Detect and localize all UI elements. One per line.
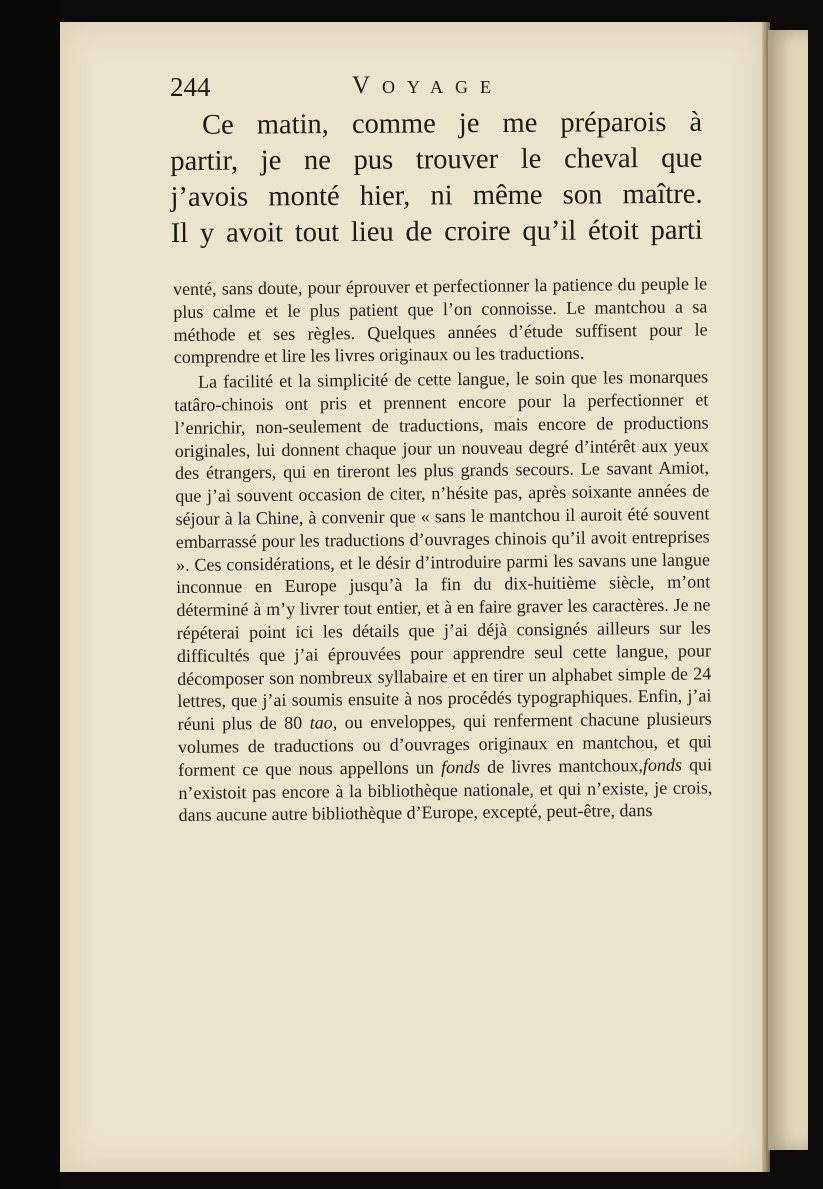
facing-page-edge <box>768 30 808 1150</box>
text-run: qui n’existoit pas encore à la bibliothèque nationale, et qui n’existe, je crois, dans aucune autre bibliothèque d’Europe, excepté, peut-être, dans <box>178 754 713 826</box>
page-number: 244 <box>170 72 211 102</box>
running-head <box>170 66 690 106</box>
italic-term: tao <box>309 712 333 733</box>
text-run: La facilité et la simplicité de cette langue, le soin que les monarques tatâro-chinois ont pris et prennent encore pour la perfectionner et l’enrichir, non-seulement de traductions, mais encore de productions originales, lui donnent chaque jour un nouveau degré d’intérêt aux yeux des étrangers, qui en tireront les plus grands secours. Le savant Amiot, que j’ai souvent occasion de citer, n’hésite pas, après soixante années de séjour à la Chine, à convenir que « sans le mantchou il auroit été souvent embarrassé pour les traductions d’ouvrages chinois qu’il avoit entreprises ». Ces considérations, et le désir d’introduire parmi les savans une langue inconnue en Europe jusqu’à la fin du dix-huitième siècle, m’ont déterminé à m’y livrer tout entier, et à en faire graver les caractères. Je ne répéterai point ici les détails que j’ai déjà consignés ailleurs sur les difficultés que j’ai éprouvées pour apprendre seul cette langue, pour décomposer son nombreux syllabaire et en tirer un alphabet simple de 24 lettres, que j’ai soumis ensuite à nos procédés typographiques. Enfin, j’ai réuni plus de 80 <box>174 366 712 735</box>
paragraph-continued: venté, sans doute, pour éprouver et perfectionner la patience du peuple le plus calme et le plus patient que l’on connoisse. Le mantchou a sa méthode et ses règles. Quelques années d’étude suffisent pour le comprendre et lire les livres originaux ou les traductions. <box>173 273 708 368</box>
lead-line: Il y avoit tout lieu de croire qu’il étoit parti <box>170 214 703 249</box>
page-title: Voyage <box>352 72 504 99</box>
lead-line: j’avois monté hier, ni même son maître. <box>170 178 703 213</box>
lead-paragraph <box>170 105 703 252</box>
scan-background <box>0 0 60 1189</box>
text-run: de livres mantchoux, <box>487 754 644 777</box>
italic-term: fonds <box>642 754 683 775</box>
body-text <box>173 272 713 827</box>
lead-line: partir, je ne pus trouver le cheval que <box>170 142 703 177</box>
italic-term: fonds <box>440 756 481 777</box>
paragraph-main <box>174 366 713 828</box>
text-run: , ou enveloppes, qui renferment chacune plusieurs volumes de traductions ou d’ouvrages originaux en mantchou, et qui forment ce que nous appellons un <box>177 708 712 780</box>
lead-line: Ce matin, comme je me préparois à <box>202 106 703 141</box>
